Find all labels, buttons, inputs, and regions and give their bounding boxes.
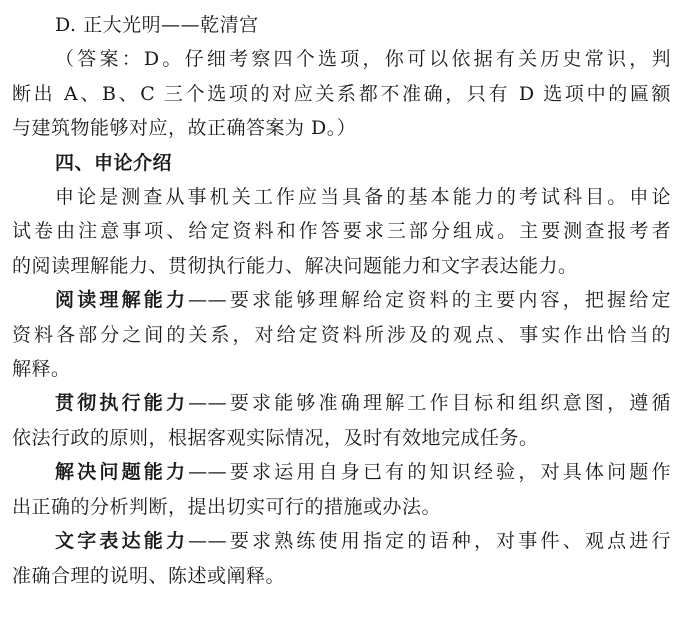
ability-problem-line-1 [12,455,671,489]
intro-line-3: 的阅读理解能力、贯彻执行能力、解决问题能力和文字表达能力。 [12,254,578,277]
section-heading: 四、申论介绍 [55,151,173,174]
ability-term: 阅读理解能力 [55,289,189,312]
ability-writing-line-1 [12,524,671,558]
ability-problem-line-2: 出正确的分析判断，提出切实可行的措施或办法。 [12,495,442,518]
ability-term: 文字表达能力 [55,530,189,553]
answer-line-2: 断出 A、B、C 三个选项的对应关系都不准确，只有 D 选项中的匾额 [12,82,671,105]
ability-reading-line-1 [12,283,671,317]
ability-term: 解决问题能力 [55,461,189,484]
ability-desc: ——要求能够准确理解工作目标和组织意图，遵循 [188,392,671,415]
ability-reading-line-3: 解释。 [12,358,71,381]
answer-line-1: （答案：D。仔细考察四个选项，你可以依据有关历史常识，判 [55,48,671,71]
option-d-line: D. 正大光明——乾清宫 [55,14,259,36]
intro-line-1: 申论是测查从事机关工作应当具备的基本能力的考试科目。申论 [55,186,671,209]
ability-desc: ——要求运用自身已有的知识经验，对具体问题作 [188,461,671,484]
ability-desc: ——要求熟练使用指定的语种，对事件、观点进行 [188,530,671,553]
intro-line-2: 试卷由注意事项、给定资料和作答要求三部分组成。主要测查报考者 [12,220,671,243]
ability-term: 贯彻执行能力 [55,392,189,415]
ability-execution-line-1 [12,386,671,420]
answer-line-3: 与建筑物能够对应，故正确答案为 D。） [12,117,357,140]
ability-desc: ——要求能够理解给定资料的主要内容，把握给定 [188,289,671,312]
ability-writing-line-2: 准确合理的说明、陈述或阐释。 [12,564,286,587]
ability-execution-line-2: 依法行政的原则，根据客观实际情况，及时有效地完成任务。 [12,426,539,449]
ability-reading-line-2: 资料各部分之间的关系，对给定资料所涉及的观点、事实作出恰当的 [12,323,671,346]
